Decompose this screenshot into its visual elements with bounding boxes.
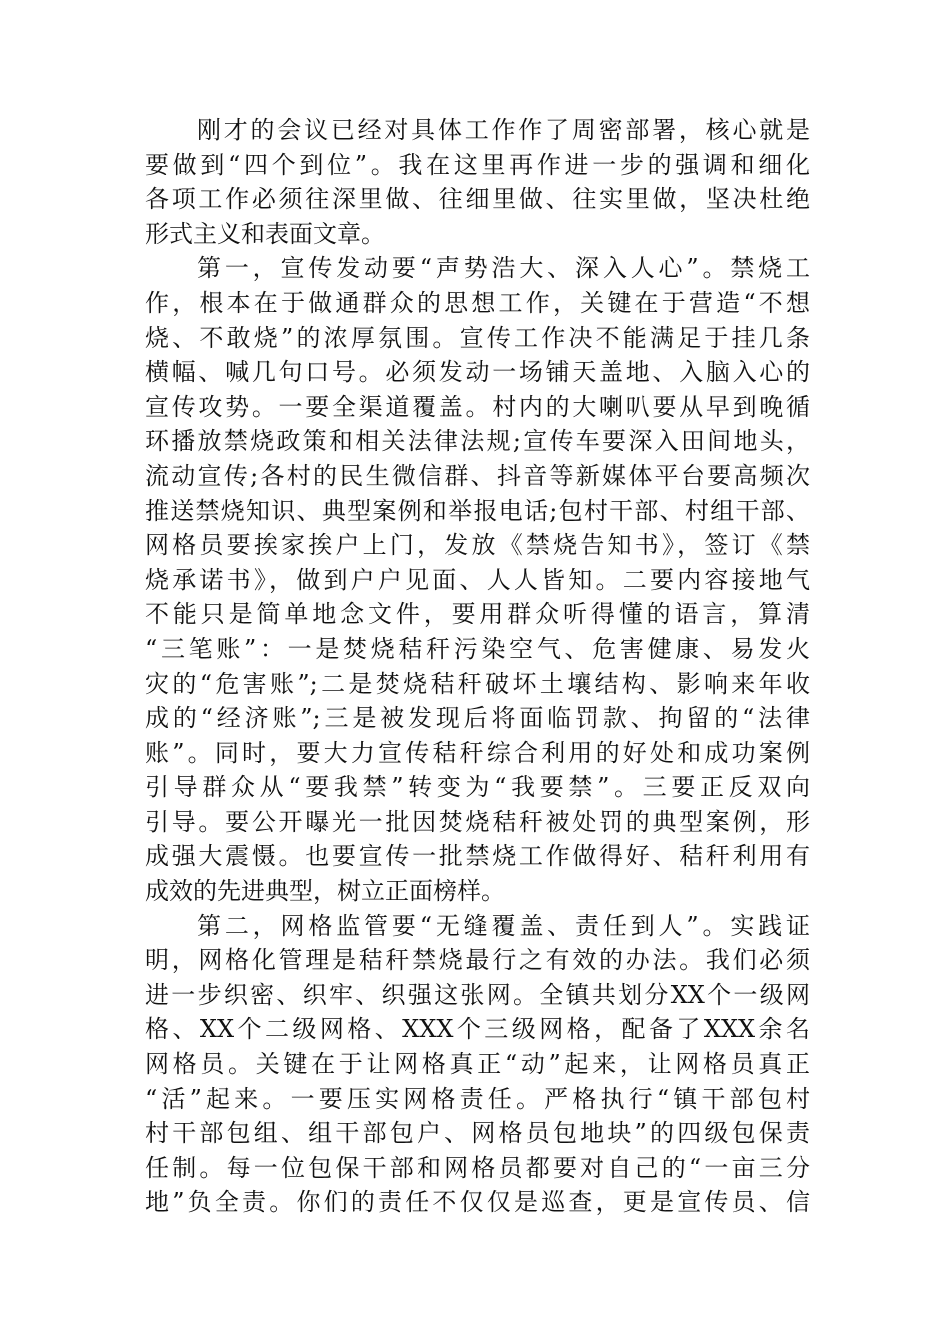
text-line: 形式主义和表面文章。: [145, 219, 385, 248]
text-line: 宣传攻势。一要全渠道覆盖。村内的大喇叭要从早到晚循: [145, 392, 810, 421]
text-line: 成的“经济账”;三是被发现后将面临罚款、拘留的“法律: [145, 704, 810, 733]
document-body: [145, 113, 810, 1220]
text-line: 各项工作必须往深里做、往细里做、往实里做，坚决杜绝: [145, 185, 810, 214]
text-line: 流动宣传;各村的民生微信群、抖音等新媒体平台要高频次: [145, 461, 810, 490]
text-line: 作，根本在于做通群众的思想工作，关键在于营造“不想: [145, 288, 810, 317]
text-line: 烧承诺书》，做到户户见面、人人皆知。二要内容接地气: [145, 565, 810, 594]
paragraph-first-line: 刚才的会议已经对具体工作作了周密部署，核心就是: [197, 116, 810, 144]
text-line: 不能只是简单地念文件，要用群众听得懂的语言，算清: [145, 600, 810, 629]
text-line: 村干部包组、组干部包户、网格员包地块”的四级包保责: [145, 1119, 810, 1148]
text-line: 网格员。关键在于让网格真正“动”起来，让网格员真正: [145, 1050, 810, 1079]
text-line: 成效的先进典型，树立正面榜样。: [145, 877, 505, 906]
text-line: 账”。同时，要大力宣传秸秆综合利用的好处和成功案例: [145, 738, 810, 767]
text-line: 灾的“危害账”;二是焚烧秸秆破坏土壤结构、影响来年收: [145, 669, 810, 698]
text-line: 地”负全责。你们的责任不仅仅是巡查，更是宣传员、信: [145, 1188, 810, 1217]
text-line: 任制。每一位包保干部和网格员都要对自己的“一亩三分: [145, 1153, 810, 1182]
text-line: 网格员要挨家挨户上门，发放《禁烧告知书》，签订《禁: [145, 531, 810, 560]
text-line: 环播放禁烧政策和相关法律法规;宣传车要深入田间地头，: [145, 427, 810, 456]
text-line: 进一步织密、织牢、织强这张网。全镇共划分XX个一级网: [145, 980, 810, 1009]
text-line: 横幅、喊几句口号。必须发动一场铺天盖地、入脑入心的: [145, 358, 810, 387]
text-line: 烧、不敢烧”的浓厚氛围。宣传工作决不能满足于挂几条: [145, 323, 810, 352]
text-line: 明，网格化管理是秸秆禁烧最行之有效的办法。我们必须: [145, 946, 810, 975]
paragraph-first-line: 第一，宣传发动要“声势浩大、深入人心”。禁烧工: [197, 254, 810, 283]
text-line: 引导。要公开曝光一批因焚烧秸秆被处罚的典型案例，形: [145, 807, 810, 836]
text-line: 推送禁烧知识、典型案例和举报电话;包村干部、村组干部、: [145, 496, 810, 525]
text-line: 格、XX个二级网格、XXX个三级网格，配备了XXX余名: [145, 1015, 810, 1044]
text-line: “活”起来。一要压实网格责任。严格执行“镇干部包村: [145, 1084, 810, 1113]
text-line: 成强大震慑。也要宣传一批禁烧工作做得好、秸秆利用有: [145, 842, 810, 871]
paragraph-first-line: 第二，网格监管要“无缝覆盖、责任到人”。实践证: [197, 911, 810, 940]
text-line: 引导群众从“要我禁”转变为“我要禁”。三要正反双向: [145, 773, 810, 802]
text-line: 要做到“四个到位”。我在这里再作进一步的强调和细化: [145, 150, 810, 179]
text-line: “三笔账”：一是焚烧秸秆污染空气、危害健康、易发火: [145, 634, 810, 663]
